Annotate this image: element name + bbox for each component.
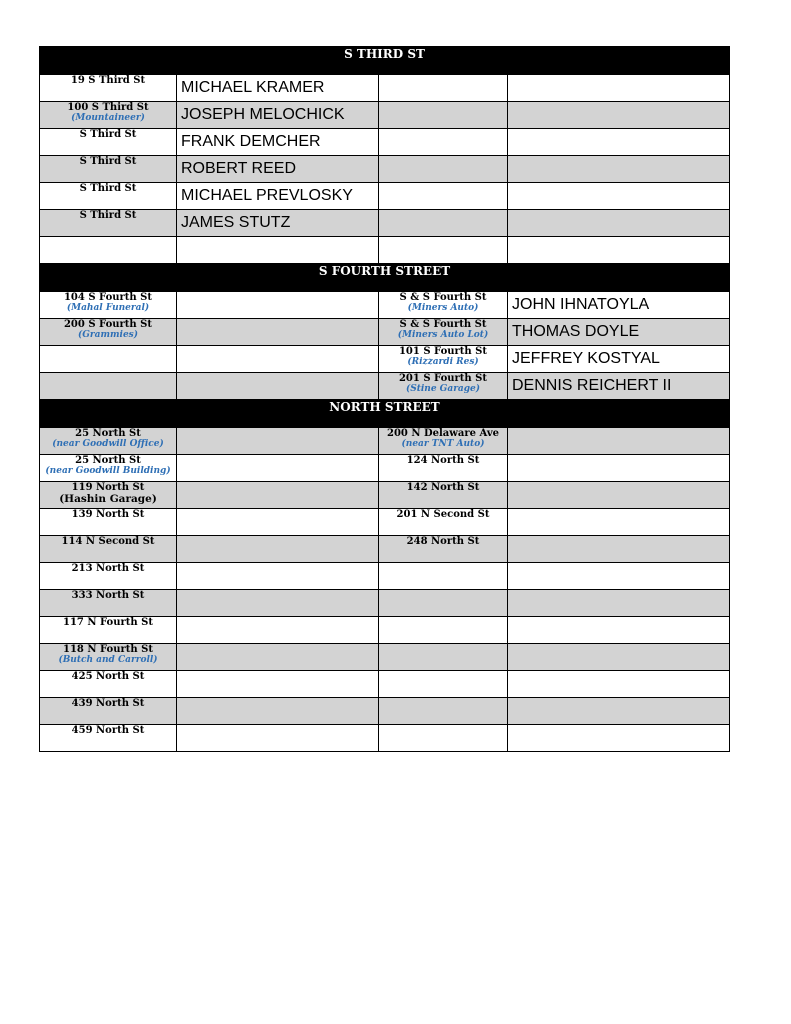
address-text: 124 North St (406, 455, 480, 466)
table-row (40, 617, 730, 644)
address-cell (379, 346, 508, 373)
name-cell[interactable] (177, 75, 379, 102)
section-title: S FOURTH STREET (40, 264, 730, 292)
name-cell[interactable] (508, 671, 730, 698)
name-cell[interactable] (508, 292, 730, 319)
address-text: 101 S Fourth St (398, 346, 488, 357)
address-cell (40, 183, 177, 210)
address-note: (near TNT Auto) (401, 439, 485, 449)
address-cell (379, 509, 508, 536)
address-text: 114 N Second St (61, 536, 155, 547)
address-cell (379, 129, 508, 156)
address-cell (379, 455, 508, 482)
resident-name: JOSEPH MELOCHICK (181, 106, 345, 123)
name-cell[interactable] (508, 75, 730, 102)
address-cell (40, 536, 177, 563)
table-row (40, 455, 730, 482)
section-title: S THIRD ST (40, 47, 730, 75)
table-row (40, 75, 730, 102)
address-cell (379, 482, 508, 509)
address-cell (379, 428, 508, 455)
resident-name: JEFFREY KOSTYAL (512, 350, 660, 367)
address-text: S & S Fourth St (399, 292, 487, 303)
address-text: 19 S Third St (70, 75, 146, 86)
resident-name: THOMAS DOYLE (512, 323, 640, 340)
resident-name: MICHAEL KRAMER (181, 79, 325, 96)
address-text: 142 North St (406, 482, 480, 493)
address-cell (40, 346, 177, 373)
name-cell[interactable] (177, 725, 379, 752)
table-row (40, 183, 730, 210)
address-text: S Third St (79, 156, 137, 167)
name-cell[interactable] (508, 509, 730, 536)
address-cell (379, 156, 508, 183)
name-cell[interactable] (177, 671, 379, 698)
table-row (40, 563, 730, 590)
address-text: 200 S Fourth St (63, 319, 153, 330)
address-cell (40, 102, 177, 129)
name-cell[interactable] (177, 319, 379, 346)
address-text: 119 North St (71, 482, 145, 493)
address-text: 333 North St (71, 590, 145, 601)
address-cell (40, 75, 177, 102)
name-cell[interactable] (508, 129, 730, 156)
name-cell[interactable] (508, 455, 730, 482)
address-cell (40, 428, 177, 455)
table-row (40, 671, 730, 698)
address-note: (near Goodwill Office) (52, 439, 164, 449)
name-cell[interactable] (508, 319, 730, 346)
address-cell (379, 536, 508, 563)
address-cell (40, 237, 177, 264)
table-row (40, 644, 730, 671)
table-row (40, 319, 730, 346)
address-cell (379, 590, 508, 617)
address-cell (40, 319, 177, 346)
address-cell (40, 725, 177, 752)
table-row (40, 346, 730, 373)
table-row (40, 156, 730, 183)
address-text: S Third St (79, 183, 137, 194)
table-row (40, 102, 730, 129)
address-cell (379, 292, 508, 319)
name-cell[interactable] (177, 509, 379, 536)
name-cell[interactable] (508, 644, 730, 671)
table-row (40, 237, 730, 264)
name-cell[interactable] (177, 237, 379, 264)
name-cell[interactable] (177, 129, 379, 156)
address-text: 25 North St (75, 455, 141, 466)
street-roster-table (39, 46, 730, 752)
address-cell (40, 644, 177, 671)
address-text: 25 North St (75, 428, 141, 439)
resident-name: JAMES STUTZ (181, 214, 291, 231)
address-text: S Third St (79, 129, 137, 140)
table-row (40, 725, 730, 752)
name-cell[interactable] (508, 428, 730, 455)
address-text: S Third St (79, 210, 137, 221)
address-cell (40, 563, 177, 590)
name-cell[interactable] (177, 346, 379, 373)
address-text: 118 N Fourth St (63, 644, 153, 655)
address-text: 139 North St (71, 509, 145, 520)
address-cell (40, 698, 177, 725)
name-cell[interactable] (177, 590, 379, 617)
address-cell (40, 482, 177, 509)
name-cell[interactable] (508, 237, 730, 264)
section-header (40, 47, 730, 75)
name-cell[interactable] (508, 156, 730, 183)
resident-name: FRANK DEMCHER (181, 133, 321, 150)
address-cell (40, 156, 177, 183)
name-cell[interactable] (508, 102, 730, 129)
address-text: 201 N Second St (396, 509, 490, 520)
resident-name: MICHAEL PREVLOSKY (181, 187, 353, 204)
name-cell[interactable] (508, 183, 730, 210)
address-note: (Miners Auto) (407, 303, 479, 313)
name-cell[interactable] (177, 102, 379, 129)
resident-name: JOHN IHNATOYLA (512, 296, 650, 313)
table-row (40, 536, 730, 563)
name-cell[interactable] (177, 428, 379, 455)
address-note: (Mahal Funeral) (66, 303, 150, 313)
address-note: (Stine Garage) (405, 384, 481, 394)
address-text: 117 N Fourth St (63, 617, 153, 628)
table-row (40, 373, 730, 400)
address-text: 439 North St (71, 698, 145, 709)
address-note: (near Goodwill Building) (45, 466, 171, 476)
address-cell (379, 698, 508, 725)
address-cell (379, 725, 508, 752)
address-cell (40, 509, 177, 536)
address-cell (379, 563, 508, 590)
table-row (40, 292, 730, 319)
address-cell (379, 102, 508, 129)
address-cell (379, 319, 508, 346)
name-cell[interactable] (177, 373, 379, 400)
address-text: 213 North St (71, 563, 145, 574)
name-cell[interactable] (177, 536, 379, 563)
section-title: NORTH STREET (40, 400, 730, 428)
section-header (40, 264, 730, 292)
name-cell[interactable] (177, 292, 379, 319)
table-row (40, 428, 730, 455)
address-note: (Miners Auto Lot) (397, 330, 489, 340)
name-cell[interactable] (508, 346, 730, 373)
name-cell[interactable] (177, 455, 379, 482)
name-cell[interactable] (177, 617, 379, 644)
address-cell (40, 129, 177, 156)
name-cell[interactable] (508, 373, 730, 400)
address-cell (40, 617, 177, 644)
table-row (40, 509, 730, 536)
name-cell[interactable] (508, 698, 730, 725)
name-cell[interactable] (177, 482, 379, 509)
table-row (40, 129, 730, 156)
address-note: (Butch and Carroll) (58, 655, 158, 665)
name-cell[interactable] (177, 563, 379, 590)
address-cell (40, 373, 177, 400)
name-cell[interactable] (508, 590, 730, 617)
address-text: S & S Fourth St (399, 319, 487, 330)
address-cell (379, 183, 508, 210)
resident-name: ROBERT REED (181, 160, 296, 177)
address-text: 100 S Third St (67, 102, 149, 113)
table-row (40, 590, 730, 617)
resident-name: DENNIS REICHERT II (512, 377, 672, 394)
address-cell (379, 644, 508, 671)
address-note: (Grammies) (77, 330, 139, 340)
address-note: (Hashin Garage) (59, 493, 157, 505)
address-note: (Rizzardi Res) (407, 357, 479, 367)
name-cell[interactable] (508, 563, 730, 590)
name-cell[interactable] (177, 210, 379, 237)
address-text: 459 North St (71, 725, 145, 736)
name-cell[interactable] (508, 210, 730, 237)
address-text: 425 North St (71, 671, 145, 682)
address-cell (379, 373, 508, 400)
address-text: 200 N Delaware Ave (386, 428, 500, 439)
table-row (40, 698, 730, 725)
address-cell (379, 210, 508, 237)
section-header (40, 400, 730, 428)
table-row (40, 210, 730, 237)
address-text: 201 S Fourth St (398, 373, 488, 384)
address-cell (379, 671, 508, 698)
name-cell[interactable] (508, 482, 730, 509)
table-row (40, 482, 730, 509)
address-text: 104 S Fourth St (63, 292, 153, 303)
address-cell (40, 590, 177, 617)
address-text: 248 North St (406, 536, 480, 547)
name-cell[interactable] (177, 183, 379, 210)
name-cell[interactable] (508, 725, 730, 752)
address-cell (40, 210, 177, 237)
name-cell[interactable] (177, 644, 379, 671)
name-cell[interactable] (177, 156, 379, 183)
name-cell[interactable] (508, 536, 730, 563)
name-cell[interactable] (508, 617, 730, 644)
address-cell (379, 617, 508, 644)
address-cell (40, 671, 177, 698)
name-cell[interactable] (177, 698, 379, 725)
address-cell (379, 237, 508, 264)
address-cell (40, 292, 177, 319)
address-cell (40, 455, 177, 482)
address-cell (379, 75, 508, 102)
address-note: (Mountaineer) (71, 113, 145, 123)
